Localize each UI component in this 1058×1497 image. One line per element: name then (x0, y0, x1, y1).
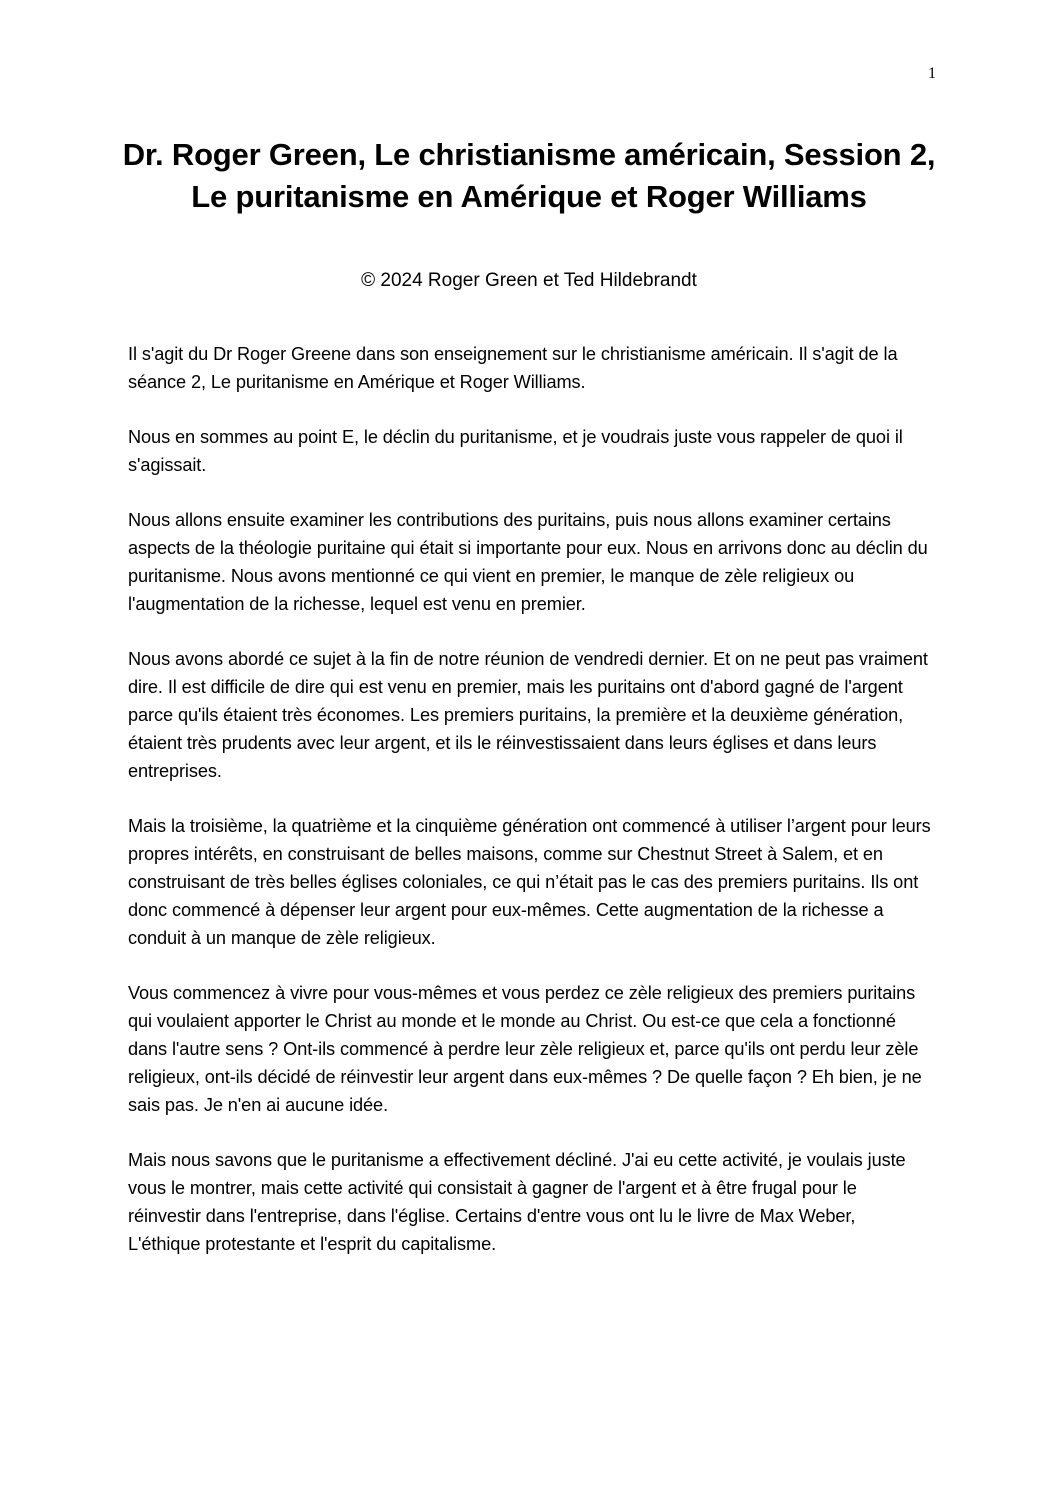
copyright-line: © 2024 Roger Green et Ted Hildebrandt (361, 270, 697, 291)
document-body (128, 340, 932, 1285)
page-number: 1 (928, 65, 936, 82)
paragraph-4: Nous avons abordé ce sujet à la fin de notre réunion de vendredi dernier. Et on ne peut pas vraiment dire. Il est difficile de dire qui est venu en premier, mais les puritains ont d'abord gagné de l'argent parce qu'ils étaient très économes. Les premiers puritains, la première et la deuxième génération, étaient très prudents avec leur argent, et ils le réinvestissaient dans leurs églises et dans leurs entreprises. (128, 649, 928, 781)
paragraph-7: Mais nous savons que le puritanisme a effectivement décliné. J'ai eu cette activité, je voulais juste vous le montrer, mais cette activité qui consistait à gagner de l'argent et à être frugal pour le réinvestir dans l'entreprise, dans l'église. Certains d'entre vous ont lu le livre de Max Weber, L'éthique protestante et l'esprit du capitalisme. (128, 1150, 906, 1254)
paragraph-5: Mais la troisième, la quatrième et la cinquième génération ont commencé à utiliser l’argent pour leurs propres intérêts, en construisant de belles maisons, comme sur Chestnut Street à Salem, et en construisant de très belles églises coloniales, ce qui n’était pas le cas des premiers puritains. Ils ont donc commencé à dépenser leur argent pour eux-mêmes. Cette augmentation de la richesse a conduit à un manque de zèle religieux. (128, 816, 931, 948)
paragraph-3: Nous allons ensuite examiner les contributions des puritains, puis nous allons examiner certains aspects de la théologie puritaine qui était si importante pour eux. Nous en arrivons donc au déclin du puritanisme. Nous avons mentionné ce qui vient en premier, le manque de zèle religieux ou l'augmentation de la richesse, lequel est venu en premier. (128, 510, 928, 614)
paragraph-2: Nous en sommes au point E, le déclin du puritanisme, et je voudrais juste vous rappeler de quoi il s'agissait. (128, 427, 903, 475)
paragraph-1: Il s'agit du Dr Roger Greene dans son enseignement sur le christianisme américain. Il s'agit de la séance 2, Le puritanisme en Amérique et Roger Williams. (128, 344, 898, 392)
paragraph-6: Vous commencez à vivre pour vous-mêmes et vous perdez ce zèle religieux des premiers puritains qui voulaient apporter le Christ au monde et le monde au Christ. Ou est-ce que cela a fonctionné dans l'autre sens ? Ont-ils commencé à perdre leur zèle religieux et, parce qu'ils ont perdu leur zèle religieux, ont-ils décidé de réinvestir leur argent dans eux-mêmes ? De quelle façon ? Eh bien, je ne sais pas. Je n'en ai aucune idée. (128, 983, 922, 1115)
document-title: Dr. Roger Green, Le christianisme américain, Session 2, Le puritanisme en Amérique et Roger Williams (122, 137, 936, 214)
